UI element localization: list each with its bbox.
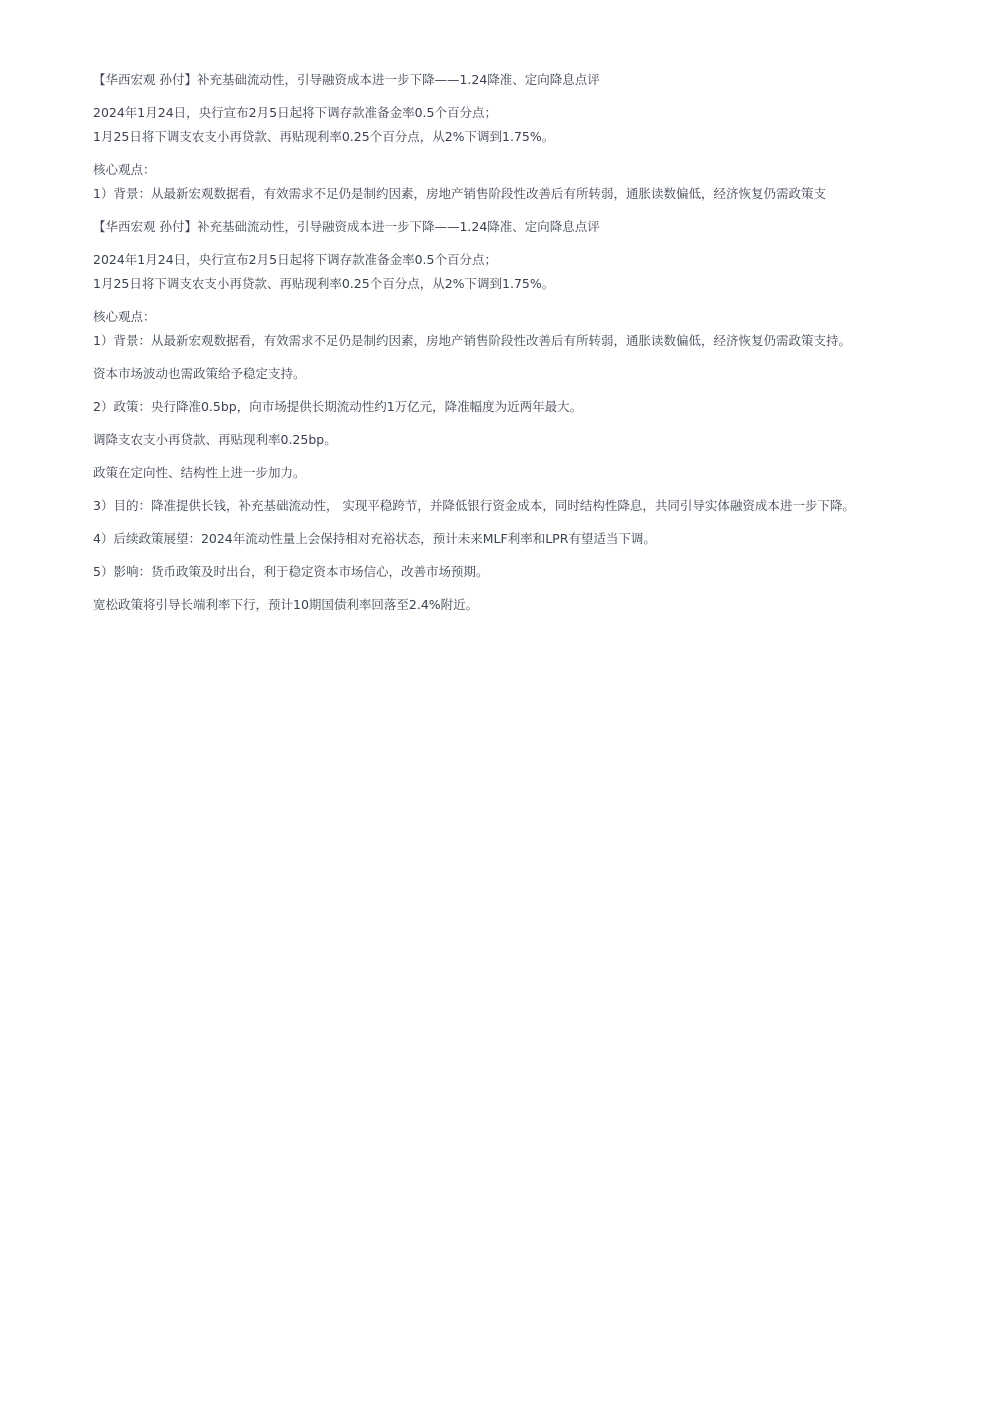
paragraph [93, 158, 953, 206]
paragraph [93, 593, 953, 617]
text-line: 2024年1月24日，央行宣布2月5日起将下调存款准备金率0.5个百分点； [93, 105, 497, 120]
paragraph [93, 560, 953, 584]
text-line: 1月25日将下调支农支小再贷款、再贴现利率0.25个百分点，从2%下调到1.75%。 [93, 276, 555, 291]
text-line: 调降支农支小再贷款、再贴现利率0.25bp。 [93, 432, 337, 447]
text-line: 政策在定向性、结构性上进一步加力。 [93, 465, 306, 480]
paragraph [93, 101, 953, 149]
paragraph [93, 68, 953, 92]
document-body [93, 68, 953, 626]
text-line: 2024年1月24日，央行宣布2月5日起将下调存款准备金率0.5个百分点； [93, 252, 497, 267]
text-line: 资本市场波动也需政策给予稳定支持。 [93, 366, 306, 381]
paragraph [93, 494, 953, 518]
paragraph [93, 248, 953, 296]
text-line: 2）政策：央行降准0.5bp，向市场提供长期流动性约1万亿元，降准幅度为近两年最大。 [93, 399, 583, 414]
text-line: 核心观点： [93, 309, 156, 324]
text-line: 1月25日将下调支农支小再贷款、再贴现利率0.25个百分点，从2%下调到1.75%。 [93, 129, 555, 144]
text-line: 4）后续政策展望：2024年流动性量上会保持相对充裕状态，预计未来MLF利率和LPR有望适当下调。 [93, 531, 656, 546]
text-line: 1）背景：从最新宏观数据看，有效需求不足仍是制约因素，房地产销售阶段性改善后有所转弱，通胀读数偏低，经济恢复仍需政策支持。 [93, 333, 851, 348]
text-line: 宽松政策将引导长端利率下行，预计10期国债利率回落至2.4%附近。 [93, 597, 479, 612]
paragraph [93, 215, 953, 239]
text-line: 1）背景：从最新宏观数据看，有效需求不足仍是制约因素，房地产销售阶段性改善后有所转弱，通胀读数偏低，经济恢复仍需政策支 [93, 186, 826, 201]
paragraph [93, 362, 953, 386]
text-line: 核心观点： [93, 162, 156, 177]
paragraph [93, 461, 953, 485]
text-line: 3）目的：降准提供长钱，补充基础流动性， 实现平稳跨节，并降低银行资金成本，同时结构性降息，共同引导实体融资成本进一步下降。 [93, 498, 855, 513]
text-line: 5）影响：货币政策及时出台，利于稳定资本市场信心，改善市场预期。 [93, 564, 489, 579]
paragraph [93, 305, 953, 353]
paragraph [93, 428, 953, 452]
text-line: 【华西宏观 孙付】补充基础流动性，引导融资成本进一步下降——1.24降准、定向降息点评 [93, 72, 600, 87]
text-line: 【华西宏观 孙付】补充基础流动性，引导融资成本进一步下降——1.24降准、定向降息点评 [93, 219, 600, 234]
paragraph [93, 527, 953, 551]
paragraph [93, 395, 953, 419]
